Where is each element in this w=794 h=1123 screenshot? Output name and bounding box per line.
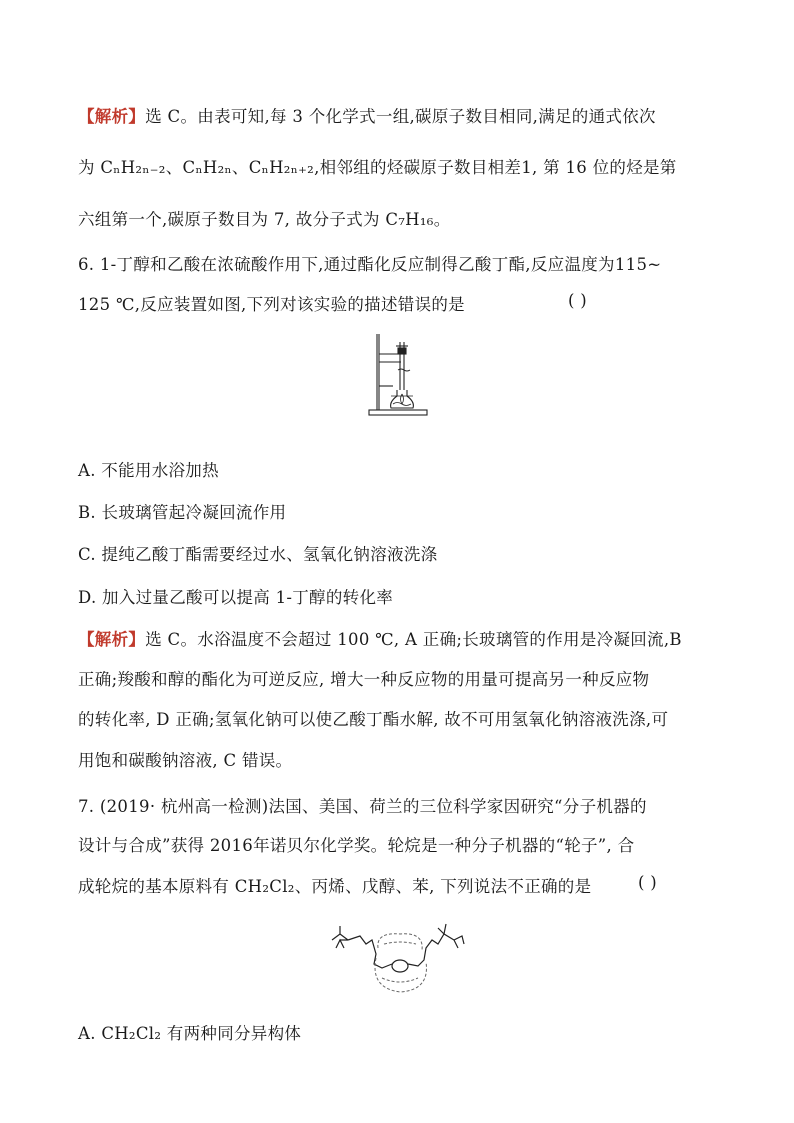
reflux-apparatus-icon — [367, 330, 429, 418]
q5-line2-suffix: ,相邻组的烃碳原子数目相差1, 第 16 位的烃是第 — [314, 158, 677, 177]
q7-option-a-prefix: A. — [78, 1024, 102, 1043]
q6-analysis-line1 — [78, 626, 682, 650]
analysis-tag: 【解析】 — [78, 630, 146, 649]
q5-analysis-line2 — [78, 154, 677, 178]
q6-option-b: B. 长玻璃管起冷凝回流作用 — [78, 503, 287, 522]
q6-option-d: D. 加入过量乙酸可以提高 1-丁醇的转化率 — [78, 588, 394, 607]
analysis-tag: 【解析】 — [78, 107, 146, 126]
q7-stem-line3 — [78, 873, 658, 897]
q7-line3-suffix: 、丙烯、戊醇、苯, 下列说法不正确的是 — [294, 877, 592, 896]
formula-alkyne: CₙH₂ₙ₋₂ — [100, 158, 166, 177]
reflux-apparatus-figure — [367, 330, 429, 422]
sep: 、 — [231, 158, 249, 177]
q6-analysis-line2: 正确;羧酸和醇的酯化为可逆反应, 增大一种反应物的用量可提高另一种反应物 — [78, 670, 650, 689]
q6-analysis-line3: 的转化率, D 正确;氢氧化钠可以使乙酸丁酯水解, 故不可用氢氧化钠溶液洗涤,可 — [78, 710, 669, 729]
q7-line3-prefix: 成轮烷的基本原料有 — [78, 877, 235, 896]
q7-option-a-suffix: 有两种同分异构体 — [161, 1024, 302, 1043]
q5-analysis-text1: 选 C。由表可知,每 3 个化学式一组,碳原子数目相同,满足的通式依次 — [145, 107, 656, 126]
q6-option-a: A. 不能用水浴加热 — [78, 461, 219, 480]
q7-stem-line1: 7. (2019· 杭州高一检测)法国、美国、荷兰的三位科学家因研究“分子机器的 — [78, 797, 647, 816]
q5-line3-suffix: 。 — [433, 210, 451, 229]
answer-formula: C₇H₁₆ — [385, 210, 434, 229]
q6-analysis-line4: 用饱和碳酸钠溶液, C 错误。 — [78, 751, 293, 770]
q6-stem-line2 — [78, 291, 588, 315]
rotaxane-figure — [326, 918, 470, 1004]
q5-analysis-line3 — [78, 206, 451, 230]
q6-stem-text: 125 ℃,反应装置如图,下列对该实验的描述错误的是 — [78, 295, 465, 314]
sep: 、 — [165, 158, 183, 177]
q7-stem-line2: 设计与合成”获得 2016年诺贝尔化学奖。轮烷是一种分子机器的“轮子”, 合 — [78, 836, 635, 855]
answer-paren: ( ) — [568, 291, 588, 310]
q6-analysis-text1: 选 C。水浴温度不会超过 100 ℃, A 正确;长玻璃管的作用是冷凝回流,B — [145, 630, 682, 649]
formula-alkane: CₙH₂ₙ₊₂ — [248, 158, 315, 177]
answer-paren: ( ) — [638, 873, 658, 892]
q6-stem-line1: 6. 1-丁醇和乙酸在浓硫酸作用下,通过酯化反应制得乙酸丁酯,反应温度为115~ — [78, 255, 662, 274]
q5-analysis-line1 — [78, 103, 656, 127]
q6-option-c: C. 提纯乙酸丁酯需要经过水、氢氧化钠溶液洗涤 — [78, 545, 438, 564]
formula-ch2cl2: CH₂Cl₂ — [234, 877, 295, 896]
formula-ch2cl2: CH₂Cl₂ — [101, 1024, 162, 1043]
rotaxane-structure-icon — [326, 918, 470, 1000]
q5-line2-prefix: 为 — [78, 158, 101, 177]
formula-alkene: CₙH₂ₙ — [182, 158, 232, 177]
q5-line3-prefix: 六组第一个,碳原子数目为 7, 故分子式为 — [78, 210, 386, 229]
q7-option-a — [78, 1020, 301, 1044]
